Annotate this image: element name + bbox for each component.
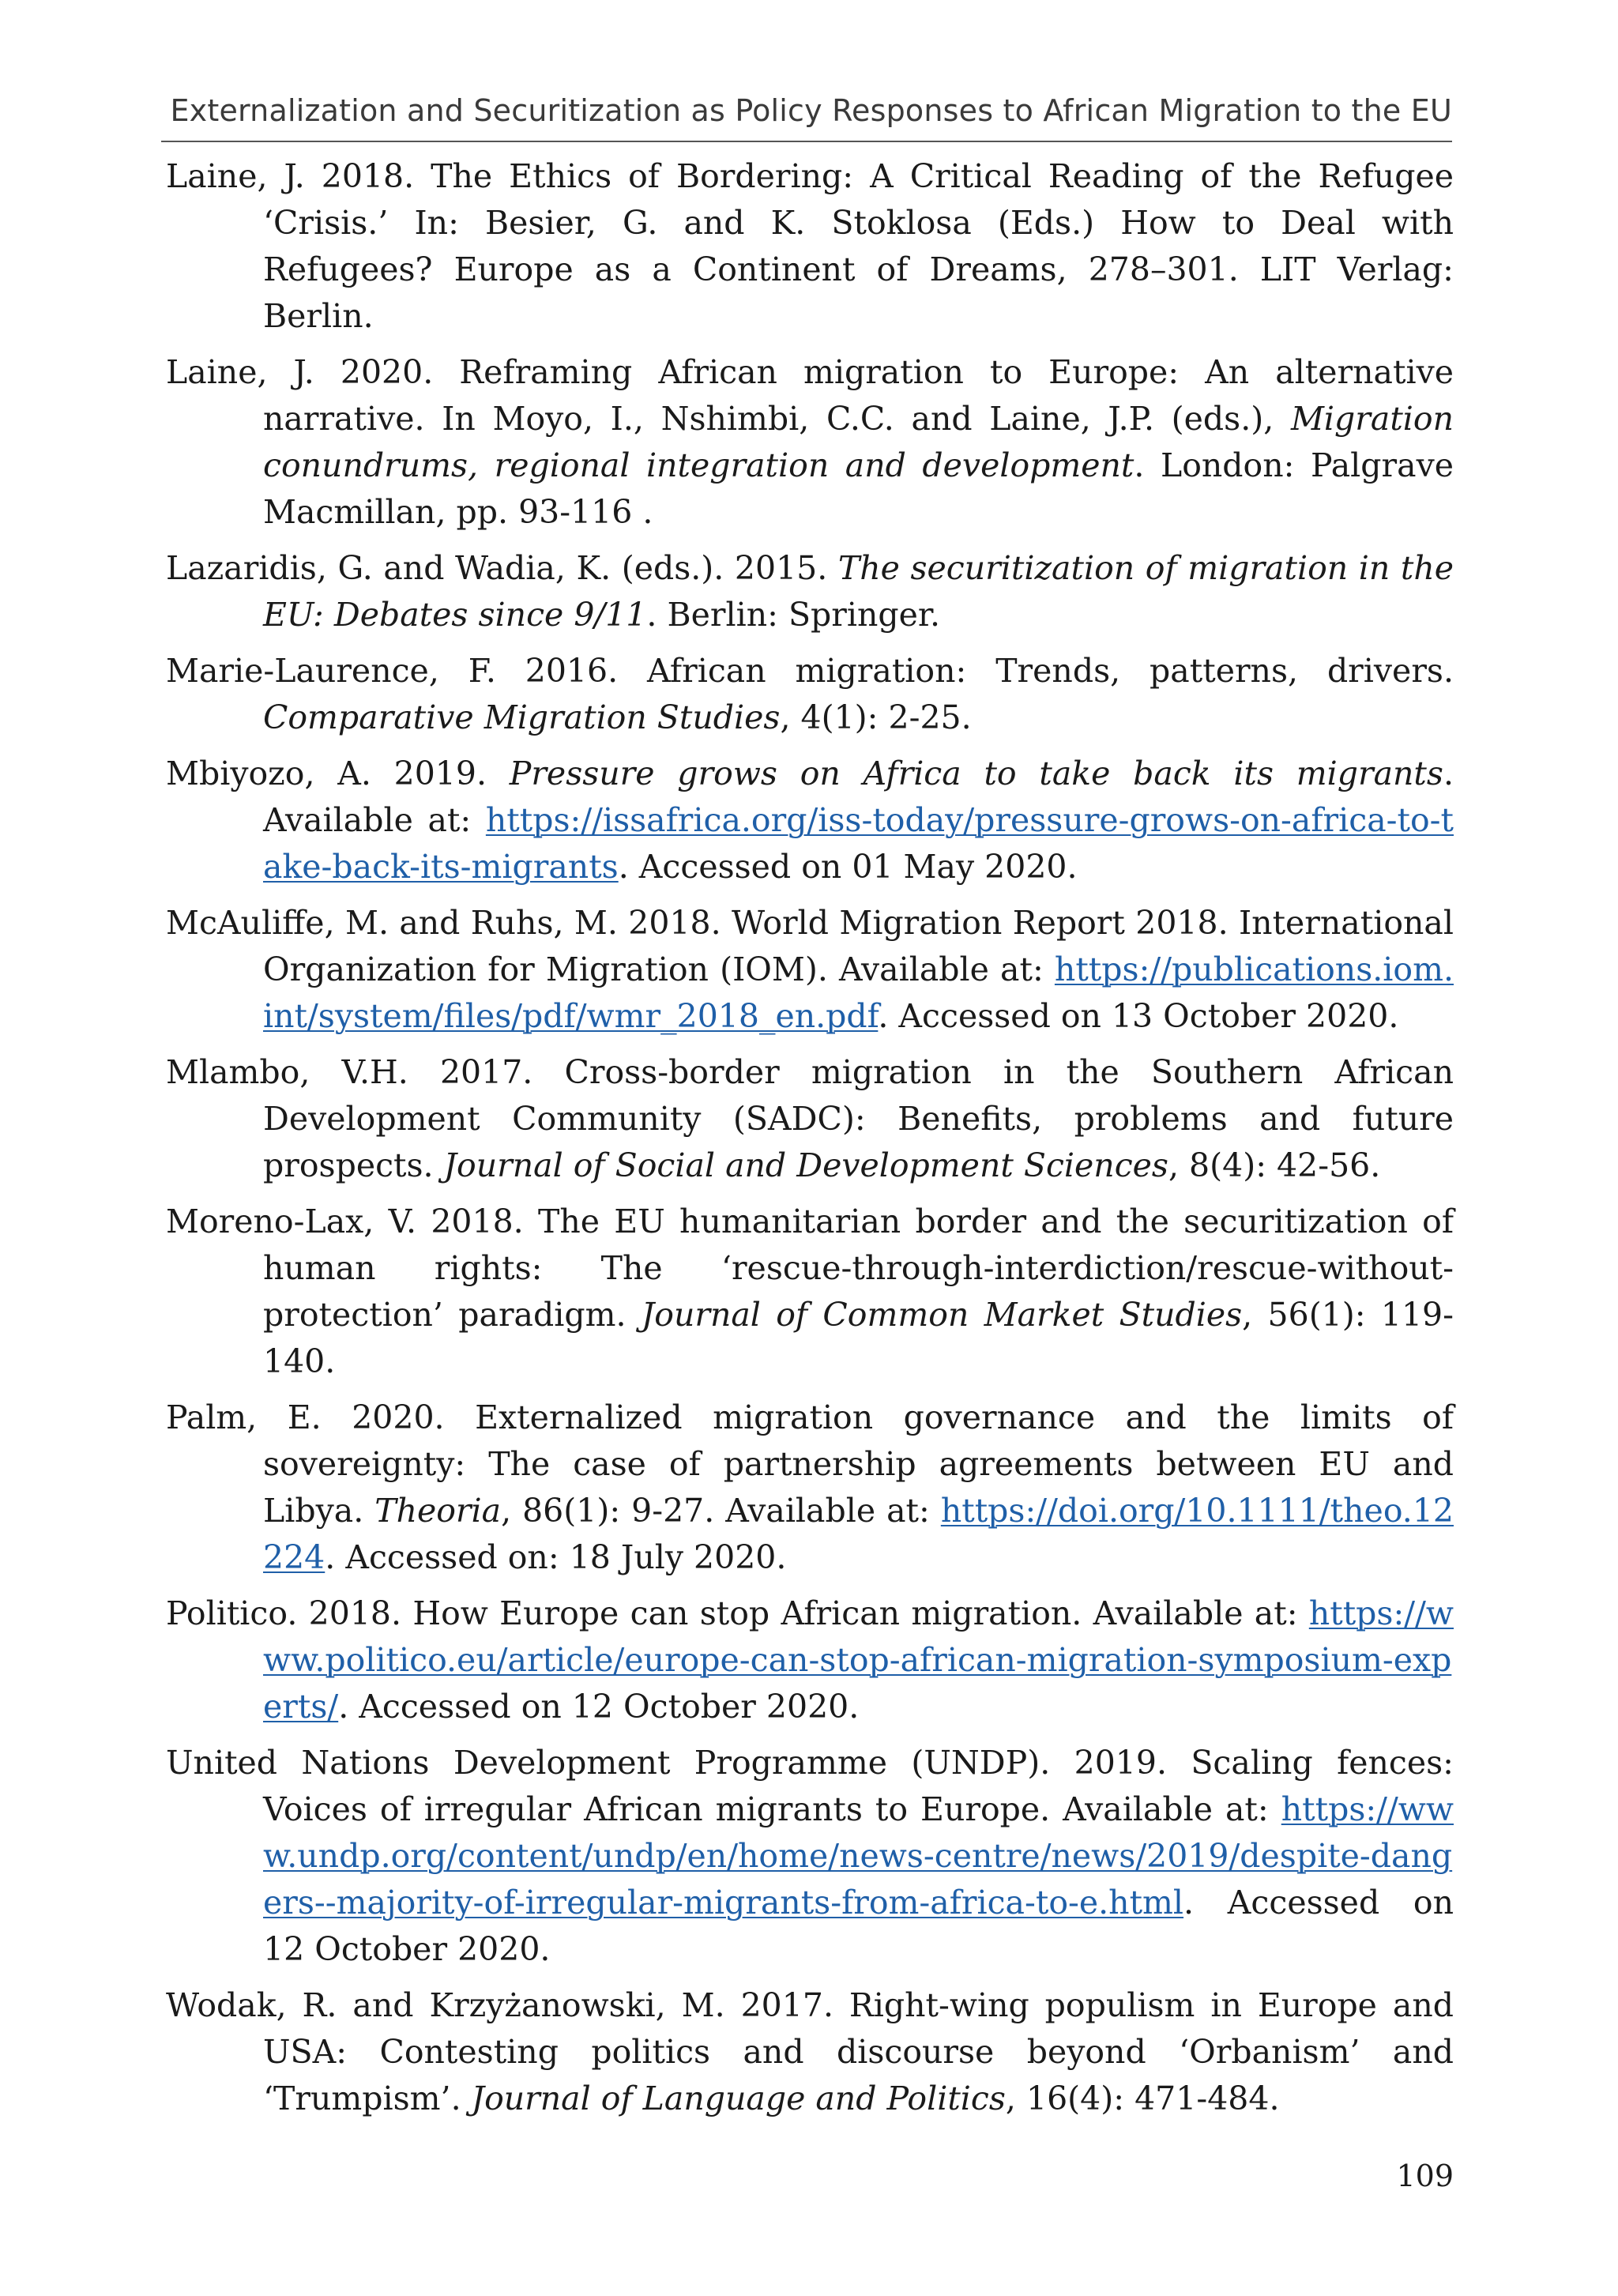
page-number: 109 (1396, 2159, 1454, 2193)
reference-link[interactable]: https://www.undp.org/content/undp/en/home/news-centre/news/2019/despite-dangers--majority-of-irregular-migrants-from-africa-to-e.html (263, 1790, 1454, 1921)
reference-link[interactable]: https://publications.iom.int/system/files/pdf/wmr_2018_en.pdf (263, 950, 1454, 1035)
reference-entry (166, 900, 1454, 1040)
reference-entry (166, 1199, 1454, 1385)
reference-text: , 4(1): 2-25. (780, 698, 972, 736)
reference-entry (166, 648, 1454, 741)
reference-italic-title: Journal of Language and Politics (471, 2080, 1006, 2117)
reference-text: Palm, E. 2020. Externalized migration governance and the limits of sovereignty: The case of partnership agreements between EU and Libya. (166, 1398, 1454, 1530)
reference-text: . Accessed on 01 May 2020. (618, 848, 1078, 886)
running-header: Externalization and Securitization as Policy Responses to African Migration to the EU (170, 93, 1452, 128)
reference-italic-title: The securitization of migration in the EU: Debates since 9/11 (263, 549, 1454, 634)
reference-entry (166, 349, 1454, 536)
reference-italic-title: Journal of Social and Development Sciences (443, 1146, 1168, 1184)
reference-text: . Accessed on: 18 July 2020. (325, 1538, 787, 1576)
reference-text: Wodak, R. and Krzyżanowski, M. 2017. Right-wing populism in Europe and USA: Contesting politics and discourse beyond ‘Orbanism’ and ‘Trumpism’. (166, 1986, 1454, 2117)
reference-text: Mbiyozo, A. 2019. (166, 755, 510, 792)
reference-text: Moreno-Lax, V. 2018. The EU humanitarian border and the securitization of human rights: The ‘rescue-through-interdiction/rescue-without-protection’ paradigm. (166, 1203, 1454, 1334)
reference-entry (166, 1740, 1454, 1973)
reference-italic-title: Theoria (374, 1492, 502, 1530)
reference-entry (166, 153, 1454, 340)
reference-text: , 86(1): 9-27. Available at: (501, 1492, 941, 1530)
reference-entry (166, 1982, 1454, 2122)
reference-text: Laine, J. 2018. The Ethics of Bordering: A Critical Reading of the Refugee ‘Crisis.’ In: Besier, G. and K. Stoklosa (Eds.) How to Deal with Refugees? Europe as a Continent of Dreams, 278–301. LIT Verlag: Berlin. (166, 157, 1454, 335)
reference-text: Lazaridis, G. and Wadia, K. (eds.). 2015. (166, 549, 838, 587)
reference-link[interactable]: https://www.politico.eu/article/europe-can-stop-african-migration-symposium-experts/ (263, 1594, 1454, 1726)
reference-text: United Nations Development Programme (UNDP). 2019. Scaling fences: Voices of irregular African migrants to Europe. Available at: (166, 1744, 1454, 1828)
reference-text: . Berlin: Springer. (646, 596, 941, 634)
reference-italic-title: Comparative Migration Studies (263, 698, 781, 736)
reference-text: . Accessed on 12 October 2020. (338, 1688, 860, 1726)
header-rule (161, 141, 1452, 142)
reference-text: . London: Palgrave Macmillan, pp. 93-116 . (263, 446, 1454, 531)
reference-entry (166, 1395, 1454, 1581)
reference-text: , 8(4): 42-56. (1168, 1146, 1381, 1184)
reference-link[interactable]: https://doi.org/10.1111/theo.12224 (263, 1492, 1454, 1576)
reference-text: , 16(4): 471-484. (1005, 2080, 1280, 2117)
reference-text: Marie-Laurence, F. 2016. African migration: Trends, patterns, drivers. (166, 652, 1454, 690)
reference-entry (166, 1590, 1454, 1730)
reference-text: . Available at: (263, 755, 1454, 839)
reference-italic-title: Pressure grows on Africa to take back its migrants (509, 755, 1443, 792)
reference-entry (166, 1049, 1454, 1189)
reference-italic-title: Journal of Common Market Studies (641, 1296, 1243, 1334)
reference-italic-title: Migration conundrums, regional integration and development (263, 400, 1454, 484)
reference-text: Politico. 2018. How Europe can stop African migration. Available at: (166, 1594, 1309, 1632)
reference-text: McAuliffe, M. and Ruhs, M. 2018. World Migration Report 2018. International Organization for Migration (IOM). Available at: (166, 904, 1454, 988)
reference-text: , 56(1): 119-140. (263, 1296, 1454, 1380)
reference-text: . Accessed on 13 October 2020. (878, 997, 1399, 1035)
reference-entry (166, 751, 1454, 890)
reference-text: Mlambo, V.H. 2017. Cross-border migration in the Southern African Development Community (SADC): Benefits, problems and future prospects. (166, 1053, 1454, 1184)
reference-text: Laine, J. 2020. Reframing African migration to Europe: An alternative narrative. In Moyo, I., Nshimbi, C.C. and Laine, J.P. (eds.), (166, 353, 1454, 438)
reference-entry (166, 545, 1454, 638)
reference-text: . Accessed on 12 October 2020. (263, 1884, 1454, 1968)
reference-list (166, 153, 1454, 2132)
reference-link[interactable]: https://issafrica.org/iss-today/pressure-grows-on-africa-to-take-back-its-migrants (263, 801, 1454, 886)
